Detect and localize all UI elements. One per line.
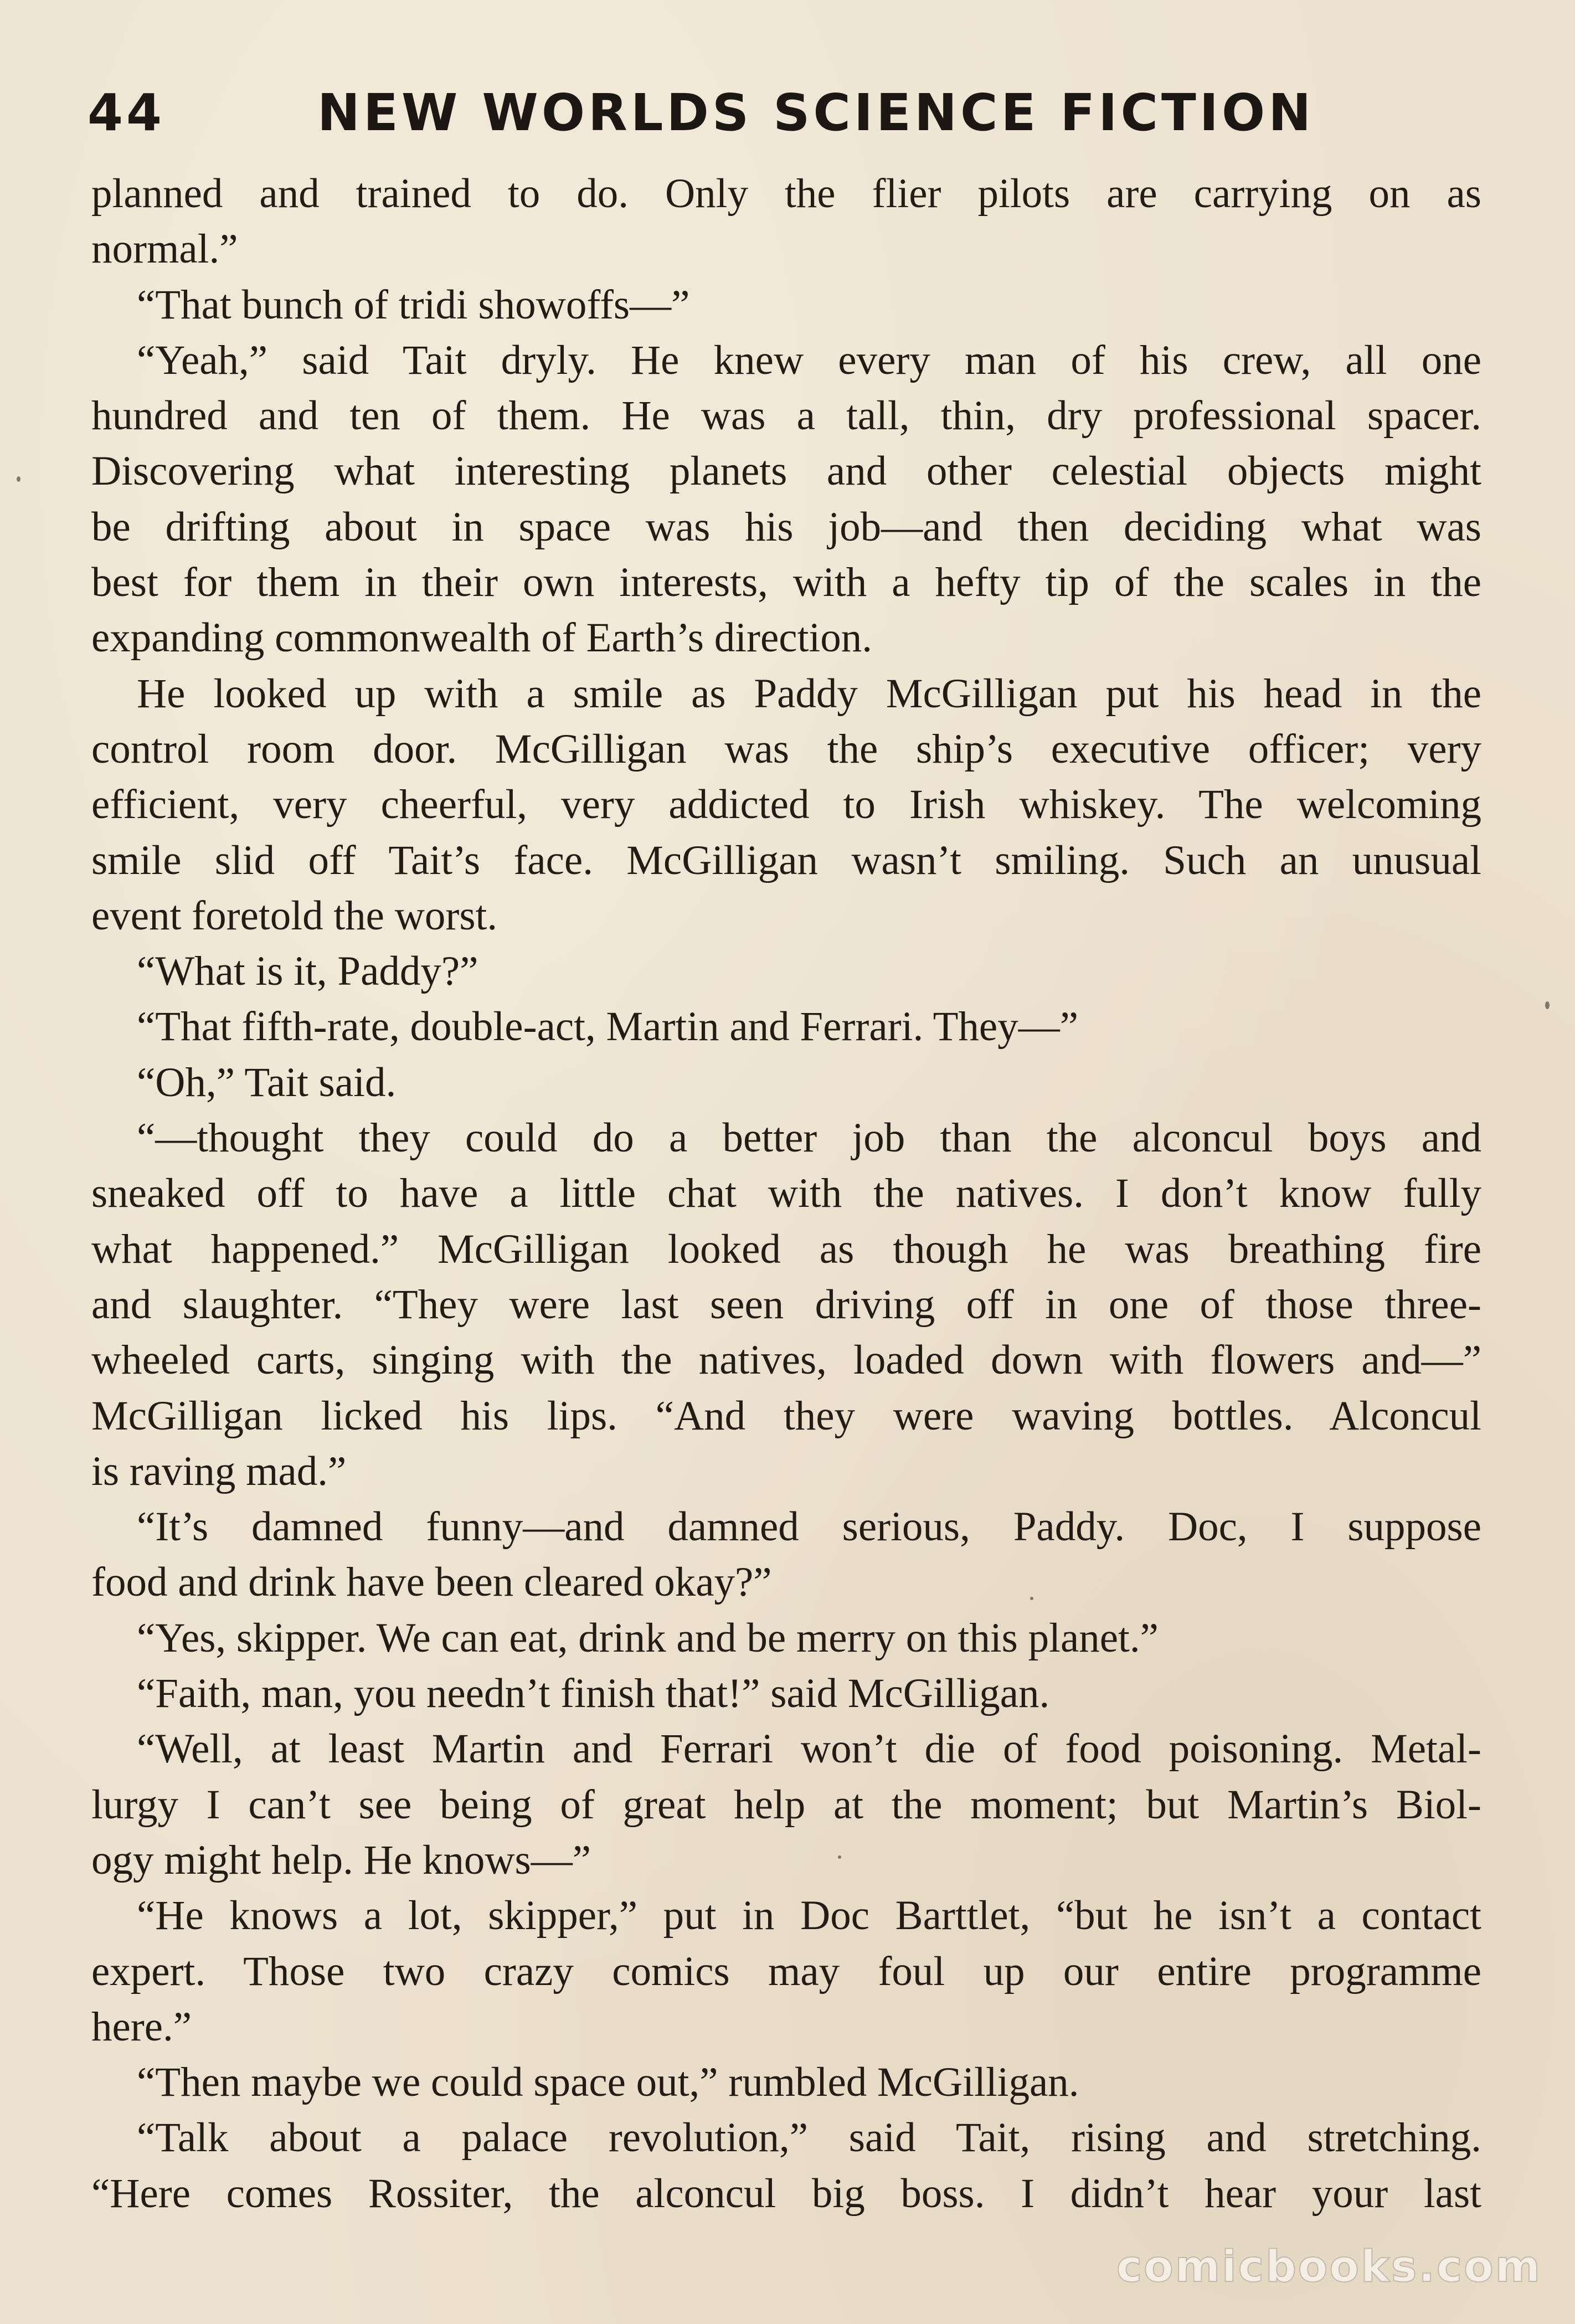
text-line: wheeled carts, singing with the natives, loaded down with flowers and—” (91, 1337, 1481, 1384)
text-line: event foretold the worst. (91, 892, 498, 939)
print-speck (1030, 1597, 1033, 1600)
text-line: “He knows a lot, skipper,” put in Doc Barttlet, “but he isn’t a contact (137, 1893, 1481, 1939)
text-line: is raving mad.” (91, 1448, 347, 1494)
text-line: ogy might help. He knows—” (91, 1837, 591, 1883)
print-speck (17, 476, 20, 482)
text-line: Discovering what interesting planets and other celestial objects might (91, 448, 1481, 495)
text-line: expanding commonwealth of Earth’s direction. (91, 615, 873, 661)
text-line: here.” (91, 2003, 192, 2050)
text-line: He looked up with a smile as Paddy McGilligan put his head in the (137, 670, 1481, 717)
print-speck (1545, 1001, 1550, 1009)
text-line: “Talk about a palace revolution,” said Tait, rising and stretching. (137, 2115, 1481, 2161)
text-line: “That bunch of tridi showoffs—” (137, 281, 690, 328)
text-line: “Faith, man, you needn’t finish that!” said McGilligan. (137, 1670, 1050, 1717)
text-line: “It’s damned funny—and damned serious, Paddy. Doc, I suppose (137, 1504, 1481, 1550)
text-line: “Oh,” Tait said. (137, 1059, 397, 1106)
text-line: be drifting about in space was his job—and then deciding what was (91, 503, 1481, 550)
text-line: hundred and ten of them. He was a tall, thin, dry professional spacer. (91, 393, 1481, 439)
text-line: what happened.” McGilligan looked as though he was breathing fire (91, 1226, 1481, 1272)
text-line: “Yeah,” said Tait dryly. He knew every man of his crew, all one (137, 337, 1481, 383)
text-line: “—thought they could do a better job than the alconcul boys and (137, 1115, 1481, 1161)
text-line: “Yes, skipper. We can eat, drink and be merry on this planet.” (137, 1615, 1159, 1661)
text-line: normal.” (91, 226, 238, 272)
text-line: sneaked off to have a little chat with the natives. I don’t know fully (91, 1170, 1481, 1217)
text-line: “Well, at least Martin and Ferrari won’t die of food poisoning. Metal- (137, 1726, 1481, 1772)
text-line: efficient, very cheerful, very addicted to Irish whiskey. The welcoming (91, 781, 1481, 828)
text-line: “Then maybe we could space out,” rumbled McGilligan. (137, 2059, 1079, 2106)
running-title: NEW WORLDS SCIENCE FICTION (317, 83, 1315, 142)
running-header (87, 83, 1483, 155)
text-line: lurgy I can’t see being of great help at the moment; but Martin’s Biol- (91, 1781, 1481, 1828)
text-line: control room door. McGilligan was the ship’s executive officer; very (91, 726, 1481, 772)
print-speck (838, 1855, 841, 1859)
page-number: 44 (87, 83, 166, 142)
text-line: smile slid off Tait’s face. McGilligan wasn’t smiling. Such an unusual (91, 837, 1481, 883)
text-line: food and drink have been cleared okay?” (91, 1559, 772, 1606)
text-line: expert. Those two crazy comics may foul up our entire programme (91, 1948, 1481, 1994)
text-line: planned and trained to do. Only the flier pilots are carrying on as (91, 171, 1481, 217)
text-line: McGilligan licked his lips. “And they were waving bottles. Alconcul (91, 1392, 1481, 1439)
watermark-logo: comicbooks.com (1116, 2242, 1542, 2292)
text-line: “What is it, Paddy?” (137, 948, 478, 995)
story-body-text (91, 166, 1481, 2222)
text-line: best for them in their own interests, with a hefty tip of the scales in the (91, 559, 1481, 606)
text-line: and slaughter. “They were last seen driving off in one of those three- (91, 1281, 1481, 1328)
text-line: “That fifth-rate, double-act, Martin and Ferrari. They—” (137, 1004, 1078, 1050)
text-line: “Here comes Rossiter, the alconcul big boss. I didn’t hear your last (91, 2170, 1481, 2217)
